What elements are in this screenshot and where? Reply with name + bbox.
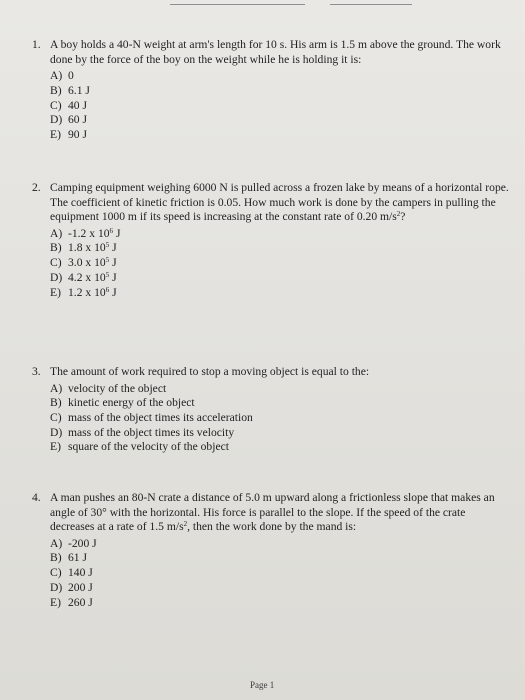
question-text: The amount of work required to stop a moving object is equal to the:: [50, 365, 370, 378]
answer-choices: [50, 69, 510, 143]
question-text: Camping equipment weighing 6000 N is pulled across a frozen lake by means of a horizontal rope. The coefficient of kinetic friction is 0.05. How much work is done by the campers in pulling the equipment 1000 m if its speed is increasing at the constant rate of 0.20 $m/s^2$?: [50, 181, 509, 224]
question-1: [32, 38, 510, 143]
question-3: [32, 365, 510, 455]
question-text: A man pushes an 80-N crate a distance of 5.0 m upward along a frictionless slope that makes an angle of 30° with the horizontal. His force is parallel to the slope. If the speed of the crate decreases at a rate of 1.5 $m/s^2$, then the work done by the mand is:: [50, 491, 495, 534]
question-number: 3.: [32, 365, 41, 378]
choice-e: E) square of the velocity of the object: [50, 440, 229, 454]
choice-a: A) 0: [50, 69, 74, 83]
choice-b: B) 61 J: [50, 551, 88, 565]
choice-b: B) 6.1 J: [50, 83, 90, 97]
page-number: Page 1: [250, 680, 275, 690]
header-rule-left: [170, 4, 305, 5]
choice-c: C) 40 J: [50, 98, 88, 112]
choice-d: D) 60 J: [50, 113, 88, 127]
choice-e: E) 260 J: [50, 595, 93, 609]
question-2: [32, 181, 510, 300]
choice-a: A) velocity of the object: [50, 381, 167, 395]
question-number: 1.: [32, 38, 41, 51]
answer-choices: [50, 227, 510, 301]
choice-d: D) mass of the object times its velocity: [50, 425, 235, 439]
choice-d: D) 200 J: [50, 580, 93, 594]
answer-choices: [50, 537, 510, 611]
question-4: [32, 491, 510, 610]
choice-b: B) kinetic energy of the object: [50, 396, 195, 410]
choice-c: C) 3.0 x $10^5$ J: [50, 256, 117, 270]
choice-c: C) 140 J: [50, 566, 93, 580]
choice-a: A) -200 J: [50, 536, 97, 550]
answer-choices: [50, 382, 510, 456]
choice-e: E) 90 J: [50, 128, 88, 141]
choice-e: E) 1.2 x $10^6$ J: [50, 285, 117, 299]
question-number: 4.: [32, 491, 41, 504]
question-number: 2.: [32, 181, 41, 194]
question-text: A boy holds a 40-N weight at arm's length for 10 s. His arm is 1.5 m above the ground. The work done by the force of the boy on the weight while he is holding it is:: [50, 38, 501, 66]
choice-b: B) 1.8 x $10^5$ J: [50, 241, 117, 255]
header-rule-right: [330, 4, 412, 5]
choice-d: D) 4.2 x $10^5$ J: [50, 270, 117, 284]
choice-c: C) mass of the object times its acceleration: [50, 411, 253, 424]
choice-a: A) -1.2 x $10^6$ J: [50, 226, 121, 240]
